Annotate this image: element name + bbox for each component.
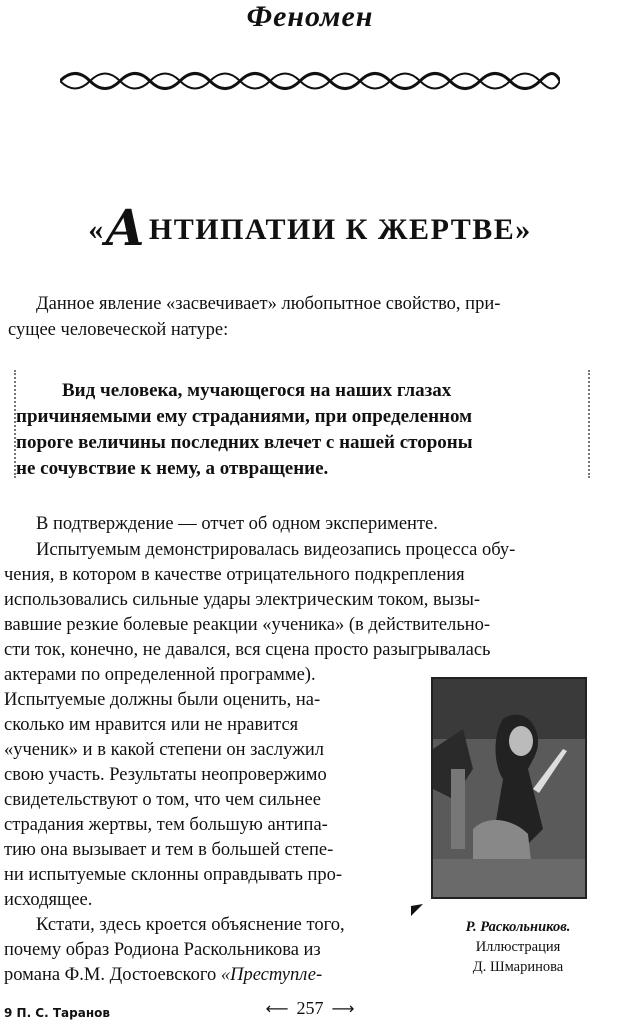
body-line-7: актерами по определенной программе). [4,665,316,685]
caption-line-3: Д. Шмаринова [472,959,564,975]
caption-author: Р. Раскольников. [465,919,571,935]
caption-line-2: Иллюстрация [475,939,561,955]
illustration-caption [428,917,608,977]
body-line-19 [4,963,414,987]
body-line-13: страдания жертвы, тем большую антипа- [4,815,328,835]
body-line-5: вавшие резкие болевые реакции «ученика» (в действительно- [4,615,491,635]
next-arrow-icon: ⟶ [331,999,355,1018]
caption-pointer-icon [410,903,424,917]
chapter-title [0,198,620,257]
body-line-8: Испытуемые должны были оценить, на- [4,690,321,710]
body-line-3: чения, в котором в качестве отрицательного подкрепления [4,565,465,585]
body-line-12: свидетельствуют о том, что чем сильнее [4,790,321,810]
body-line-10: «ученик» и в какой степени он заслужил [4,740,325,760]
intro-line-2: сущее человеческой натуре: [8,320,229,340]
body-line-15: ни испытуемые склонны оправдывать про- [4,865,343,885]
page-number-value: 257 [296,998,324,1018]
illustration-image [431,677,587,899]
decorative-wave-divider [60,68,560,94]
body-line-9: сколько им нравится или не нравится [4,715,299,735]
illustration-drawing [433,679,585,897]
quote-line-1: Вид человека, мучающегося на наших глазах [62,380,452,401]
body-line-14: тию она вызывает и тем в большей степе- [4,840,334,860]
body-line-17: Кстати, здесь кроется объяснение того, [36,915,345,935]
intro-line-1: Данное явление «засвечивает» любопытное свойство, при- [36,294,501,314]
body-line-11: свою участь. Результаты неопровержимо [4,765,327,785]
body-line-19-title: «Преступле- [220,965,323,985]
body-line-4: использовались сильные удары электрическим током, вызы- [4,590,481,610]
quote-text [16,378,574,482]
body-line-6: сти ток, конечно, не давался, вся сцена просто разыгрывалась [4,640,491,660]
body-line-1: В подтверждение — отчет об одном эксперименте. [36,514,438,534]
chapter-dropcap: А [104,198,147,257]
body-line-16: исходящее. [4,890,93,910]
body-line-19-text: романа Ф.М. Достоевского [4,965,221,985]
prev-arrow-icon: ⟵ [265,999,289,1018]
body-line-2: Испытуемым демонстрировалась видеозапись процесса обу- [36,540,516,560]
chapter-title-open-quote: « [88,213,105,246]
footer-author-signature: 9 П. С. Таранов [4,1006,110,1020]
quote-line-2: причиняемыми ему страданиями, при определенном [16,406,473,427]
quote-line-3: пороге величины последних влечет с нашей стороны [16,432,473,453]
section-header: Феномен [246,0,374,33]
page-number [0,998,620,1019]
quote-line-4: не сочувствие к нему, а отвращение. [16,458,329,479]
chapter-title-text: НТИПАТИИ К ЖЕРТВЕ» [148,213,532,246]
body-line-18: почему образ Родиона Раскольникова из [4,940,321,960]
